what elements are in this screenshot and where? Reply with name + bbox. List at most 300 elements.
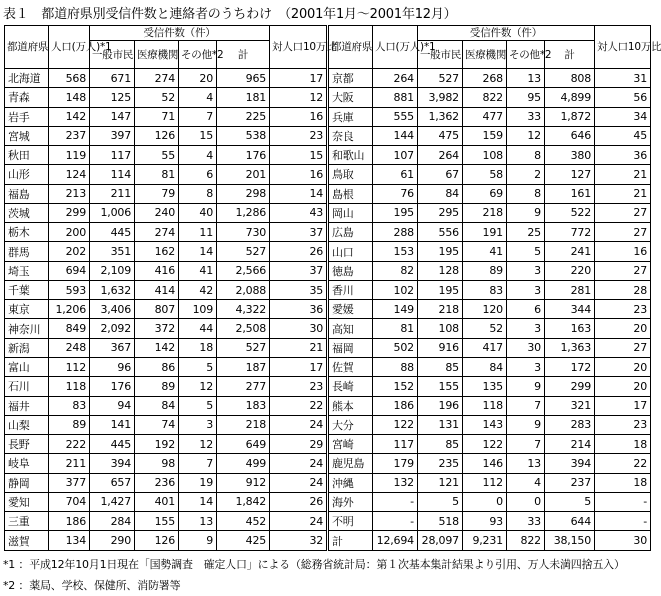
cell-other: 14 (179, 242, 217, 261)
cell-total: 730 (217, 223, 270, 242)
cell-general: 147 (90, 107, 135, 126)
cell-ratio: 30 (270, 319, 327, 338)
cell-ratio: 14 (270, 184, 327, 203)
table-row (5, 473, 327, 492)
cell-name: 和歌山 (328, 146, 372, 165)
table-row (5, 300, 327, 319)
cell-other: 11 (179, 223, 217, 242)
cell-other: 8 (179, 184, 217, 203)
cell-other: 4 (506, 473, 544, 492)
cell-general: 114 (90, 165, 135, 184)
cell-other: 14 (179, 492, 217, 511)
cell-medical: 126 (135, 126, 179, 145)
cell-medical: 89 (462, 261, 506, 280)
cell-total: 452 (217, 512, 270, 531)
cell-other: 0 (506, 492, 544, 511)
cell-ratio: 21 (595, 184, 651, 203)
cell-name: 長野 (5, 435, 49, 454)
table-row (328, 146, 650, 165)
cell-name: 埼玉 (5, 261, 49, 280)
table-row (328, 126, 650, 145)
cell-name: 不明 (328, 512, 372, 531)
cell-ratio: 16 (270, 107, 327, 126)
cell-ratio: 27 (595, 223, 651, 242)
cell-general: 195 (417, 242, 462, 261)
cell-other: 4 (179, 88, 217, 107)
table-row (328, 454, 650, 473)
cell-name: 滋賀 (5, 531, 49, 551)
cell-ratio: 21 (270, 338, 327, 357)
cell-ratio: 56 (595, 88, 651, 107)
cell-name: 岩手 (5, 107, 49, 126)
table-row (5, 454, 327, 473)
table-row (5, 377, 327, 396)
cell-pop: 81 (372, 319, 417, 338)
cell-medical: 143 (462, 415, 506, 434)
cell-name: 富山 (5, 357, 49, 376)
cell-pop: 82 (372, 261, 417, 280)
cell-pop: 186 (372, 396, 417, 415)
cell-medical: 84 (462, 357, 506, 376)
header-pref: 都道府県 (328, 26, 372, 69)
cell-general: 128 (417, 261, 462, 280)
table-row (5, 184, 327, 203)
cell-name: 山形 (5, 165, 49, 184)
table-row (5, 280, 327, 299)
cell-general: 108 (417, 319, 462, 338)
cell-total: 38,150 (544, 531, 594, 551)
cell-general: 141 (90, 415, 135, 434)
cell-medical: 84 (135, 396, 179, 415)
cell-total: 2,566 (217, 261, 270, 280)
cell-general: 28,097 (417, 531, 462, 551)
table-row (5, 319, 327, 338)
cell-name: 京都 (328, 69, 372, 88)
cell-ratio: 18 (595, 435, 651, 454)
cell-other: 18 (179, 338, 217, 357)
cell-other: 42 (179, 280, 217, 299)
cell-name: 愛媛 (328, 300, 372, 319)
cell-general: 527 (417, 69, 462, 88)
cell-medical: 240 (135, 203, 179, 222)
cell-total: 187 (217, 357, 270, 376)
cell-pop: 377 (49, 473, 90, 492)
table-row (5, 512, 327, 531)
cell-pop: 179 (372, 454, 417, 473)
cell-other: 25 (506, 223, 544, 242)
cell-ratio: 23 (270, 126, 327, 145)
cell-name: 宮城 (5, 126, 49, 145)
cell-general: 85 (417, 357, 462, 376)
cell-general: 657 (90, 473, 135, 492)
cell-medical: 159 (462, 126, 506, 145)
cell-name: 茨城 (5, 203, 49, 222)
cell-other: 3 (179, 415, 217, 434)
cell-ratio: - (595, 492, 651, 511)
table-row (5, 242, 327, 261)
cell-other: 30 (506, 338, 544, 357)
cell-general: 284 (90, 512, 135, 531)
cell-ratio: 24 (270, 512, 327, 531)
cell-ratio: 16 (270, 165, 327, 184)
cell-general: 94 (90, 396, 135, 415)
table-row (328, 261, 650, 280)
cell-other: 95 (506, 88, 544, 107)
cell-medical: 822 (462, 88, 506, 107)
cell-total: 201 (217, 165, 270, 184)
cell-total: 225 (217, 107, 270, 126)
cell-ratio: 23 (595, 415, 651, 434)
cell-medical: 274 (135, 223, 179, 242)
cell-pop: 202 (49, 242, 90, 261)
cell-medical: 417 (462, 338, 506, 357)
cell-name: 神奈川 (5, 319, 49, 338)
cell-ratio: 12 (270, 88, 327, 107)
left-table (4, 25, 337, 551)
cell-pop: 248 (49, 338, 90, 357)
cell-total: 912 (217, 473, 270, 492)
cell-name: 新潟 (5, 338, 49, 357)
header-general: 一般市民 (417, 41, 462, 69)
cell-pop: 200 (49, 223, 90, 242)
cell-pop: 117 (372, 435, 417, 454)
cell-other: 13 (506, 69, 544, 88)
cell-general: 176 (90, 377, 135, 396)
cell-medical: 372 (135, 319, 179, 338)
cell-total: 380 (544, 146, 594, 165)
cell-pop: 112 (49, 357, 90, 376)
cell-name: 香川 (328, 280, 372, 299)
cell-other: 8 (506, 146, 544, 165)
cell-other: 4 (179, 146, 217, 165)
cell-medical: 477 (462, 107, 506, 126)
cell-name: 島根 (328, 184, 372, 203)
table-row (5, 126, 327, 145)
table-row (328, 319, 650, 338)
cell-ratio: 26 (270, 492, 327, 511)
cell-other: 33 (506, 107, 544, 126)
cell-general: 121 (417, 473, 462, 492)
cell-medical: 416 (135, 261, 179, 280)
table-area (4, 25, 661, 551)
table-row (328, 415, 650, 434)
cell-total: 394 (544, 454, 594, 473)
cell-pop: 704 (49, 492, 90, 511)
cell-total: 218 (217, 415, 270, 434)
cell-medical: 93 (462, 512, 506, 531)
cell-general: 196 (417, 396, 462, 415)
cell-other: 109 (179, 300, 217, 319)
cell-total: 1,872 (544, 107, 594, 126)
cell-ratio: 24 (270, 415, 327, 434)
cell-medical: 108 (462, 146, 506, 165)
cell-medical: 274 (135, 69, 179, 88)
cell-general: 295 (417, 203, 462, 222)
cell-general: 67 (417, 165, 462, 184)
table-row (328, 531, 650, 551)
cell-total: 163 (544, 319, 594, 338)
cell-general: 218 (417, 300, 462, 319)
cell-general: 117 (90, 146, 135, 165)
table-row (328, 242, 650, 261)
cell-ratio: - (595, 512, 651, 531)
cell-general: 3,982 (417, 88, 462, 107)
table-row (5, 223, 327, 242)
header-general: 一般市民 (90, 41, 135, 69)
cell-general: 397 (90, 126, 135, 145)
cell-other: 13 (506, 454, 544, 473)
cell-pop: 288 (372, 223, 417, 242)
cell-pop: 107 (372, 146, 417, 165)
cell-pop: 148 (49, 88, 90, 107)
header-per100k: 対人口10万比 (270, 26, 327, 69)
cell-other: 3 (506, 319, 544, 338)
cell-other: 41 (179, 261, 217, 280)
cell-medical: 155 (135, 512, 179, 531)
table-row (5, 146, 327, 165)
table-row (328, 512, 650, 531)
cell-name: 鳥取 (328, 165, 372, 184)
cell-total: 5 (544, 492, 594, 511)
table-row (5, 531, 327, 551)
cell-name: 岡山 (328, 203, 372, 222)
cell-pop: 211 (49, 454, 90, 473)
cell-total: 649 (217, 435, 270, 454)
cell-medical: 126 (135, 531, 179, 551)
cell-name: 兵庫 (328, 107, 372, 126)
cell-pop: 264 (372, 69, 417, 88)
cell-pop: 186 (49, 512, 90, 531)
cell-name: 北海道 (5, 69, 49, 88)
table-row (5, 492, 327, 511)
cell-medical: 135 (462, 377, 506, 396)
table-row (5, 107, 327, 126)
cell-ratio: 29 (270, 435, 327, 454)
cell-name: 海外 (328, 492, 372, 511)
cell-name: 沖縄 (328, 473, 372, 492)
cell-total: 127 (544, 165, 594, 184)
header-received-group: 受信件数（件） (417, 26, 594, 41)
cell-medical: 69 (462, 184, 506, 203)
cell-total: 808 (544, 69, 594, 88)
cell-other: 8 (506, 184, 544, 203)
cell-ratio: 17 (270, 357, 327, 376)
cell-name: 群馬 (5, 242, 49, 261)
cell-medical: 52 (462, 319, 506, 338)
cell-name: 鹿児島 (328, 454, 372, 473)
cell-other: 9 (179, 531, 217, 551)
cell-ratio: 26 (270, 242, 327, 261)
cell-medical: 112 (462, 473, 506, 492)
cell-ratio: 20 (595, 357, 651, 376)
cell-medical: 807 (135, 300, 179, 319)
cell-total: 499 (217, 454, 270, 473)
cell-total: 298 (217, 184, 270, 203)
cell-pop: 132 (372, 473, 417, 492)
cell-total: 4,322 (217, 300, 270, 319)
cell-medical: 122 (462, 435, 506, 454)
cell-general: 264 (417, 146, 462, 165)
cell-total: 2,508 (217, 319, 270, 338)
cell-medical: 142 (135, 338, 179, 357)
cell-ratio: 32 (270, 531, 327, 551)
cell-medical: 83 (462, 280, 506, 299)
cell-general: 125 (90, 88, 135, 107)
cell-general: 518 (417, 512, 462, 531)
header-per100k: 対人口10万比 (595, 26, 651, 69)
cell-name: 奈良 (328, 126, 372, 145)
cell-medical: 268 (462, 69, 506, 88)
cell-medical: 146 (462, 454, 506, 473)
cell-other: 3 (506, 280, 544, 299)
table-row (328, 492, 650, 511)
header-total: 計 (217, 41, 270, 69)
cell-name: 青森 (5, 88, 49, 107)
cell-other: 33 (506, 512, 544, 531)
cell-name: 静岡 (5, 473, 49, 492)
cell-pop: 195 (372, 203, 417, 222)
cell-other: 7 (179, 107, 217, 126)
cell-general: 394 (90, 454, 135, 473)
cell-general: 235 (417, 454, 462, 473)
cell-name: 愛知 (5, 492, 49, 511)
cell-name: 福岡 (328, 338, 372, 357)
cell-ratio: 36 (595, 146, 651, 165)
cell-ratio: 23 (270, 377, 327, 396)
table-row (328, 300, 650, 319)
cell-other: 12 (179, 435, 217, 454)
cell-ratio: 28 (595, 280, 651, 299)
cell-pop: 694 (49, 261, 90, 280)
cell-pop: 88 (372, 357, 417, 376)
cell-medical: 218 (462, 203, 506, 222)
cell-other: 5 (179, 357, 217, 376)
cell-general: 85 (417, 435, 462, 454)
cell-pop: 119 (49, 146, 90, 165)
cell-total: 646 (544, 126, 594, 145)
cell-ratio: 22 (595, 454, 651, 473)
table-row (328, 88, 650, 107)
cell-total: 425 (217, 531, 270, 551)
table-row (5, 396, 327, 415)
cell-ratio: 27 (595, 338, 651, 357)
cell-ratio: 27 (595, 203, 651, 222)
cell-medical: 98 (135, 454, 179, 473)
cell-name: 福島 (5, 184, 49, 203)
cell-name: 三重 (5, 512, 49, 531)
table-row (328, 280, 650, 299)
cell-other: 5 (506, 242, 544, 261)
cell-other: 9 (506, 415, 544, 434)
table-row (5, 203, 327, 222)
cell-total: 161 (544, 184, 594, 203)
cell-ratio: 24 (270, 454, 327, 473)
cell-pop: 502 (372, 338, 417, 357)
cell-name: 千葉 (5, 280, 49, 299)
cell-medical: 89 (135, 377, 179, 396)
cell-general: 671 (90, 69, 135, 88)
table-row (5, 69, 327, 88)
cell-name: 宮崎 (328, 435, 372, 454)
cell-other: 6 (506, 300, 544, 319)
cell-medical: 41 (462, 242, 506, 261)
cell-general: 84 (417, 184, 462, 203)
cell-total: 1,842 (217, 492, 270, 511)
cell-ratio: 45 (595, 126, 651, 145)
cell-total: 2,088 (217, 280, 270, 299)
cell-name: 石川 (5, 377, 49, 396)
cell-name: 佐賀 (328, 357, 372, 376)
header-pref: 都道府県 (5, 26, 49, 69)
table-row (5, 165, 327, 184)
cell-general: 1,427 (90, 492, 135, 511)
cell-total: 183 (217, 396, 270, 415)
table-row (5, 435, 327, 454)
cell-pop: 61 (372, 165, 417, 184)
table-row (328, 435, 650, 454)
cell-pop: 213 (49, 184, 90, 203)
cell-name: 岐阜 (5, 454, 49, 473)
cell-other: 7 (179, 454, 217, 473)
footnote-1: *1 ：平成12年10月1日現在「国勢調査 確定人口」による（総務省統計局：第１次基本集計結果より引用、万人未満四捨五入） (3, 558, 625, 571)
cell-general: 195 (417, 280, 462, 299)
cell-pop: 153 (372, 242, 417, 261)
cell-pop: 152 (372, 377, 417, 396)
cell-pop: 118 (49, 377, 90, 396)
cell-ratio: 36 (270, 300, 327, 319)
cell-other: 7 (506, 435, 544, 454)
table-row (328, 184, 650, 203)
header-received-group: 受信件数（件） (90, 26, 270, 41)
table-title: 表１ 都道府県別受信件数と連絡者のうちわけ （2001年1月～2001年12月） (3, 7, 457, 22)
cell-total: 283 (544, 415, 594, 434)
cell-name: 熊本 (328, 396, 372, 415)
cell-other: 9 (506, 377, 544, 396)
cell-name: 栃木 (5, 223, 49, 242)
cell-general: 445 (90, 435, 135, 454)
cell-medical: 74 (135, 415, 179, 434)
cell-name: 山口 (328, 242, 372, 261)
cell-medical: 118 (462, 396, 506, 415)
cell-pop: 122 (372, 415, 417, 434)
table-row (328, 107, 650, 126)
cell-pop: 555 (372, 107, 417, 126)
cell-ratio: 37 (270, 261, 327, 280)
cell-general: 2,109 (90, 261, 135, 280)
cell-medical: 86 (135, 357, 179, 376)
cell-other: 44 (179, 319, 217, 338)
cell-medical: 162 (135, 242, 179, 261)
cell-ratio: 17 (270, 69, 327, 88)
cell-ratio: 34 (595, 107, 651, 126)
cell-pop: 83 (49, 396, 90, 415)
cell-total: 277 (217, 377, 270, 396)
cell-ratio: 17 (595, 396, 651, 415)
cell-medical: 79 (135, 184, 179, 203)
cell-other: 13 (179, 512, 217, 531)
cell-general: 5 (417, 492, 462, 511)
cell-medical: 414 (135, 280, 179, 299)
cell-other: 12 (506, 126, 544, 145)
cell-total: 4,899 (544, 88, 594, 107)
table-row (5, 261, 327, 280)
cell-pop: 76 (372, 184, 417, 203)
table-row (328, 377, 650, 396)
cell-pop: 124 (49, 165, 90, 184)
cell-other: 3 (506, 261, 544, 280)
cell-other: 9 (506, 203, 544, 222)
cell-general: 351 (90, 242, 135, 261)
